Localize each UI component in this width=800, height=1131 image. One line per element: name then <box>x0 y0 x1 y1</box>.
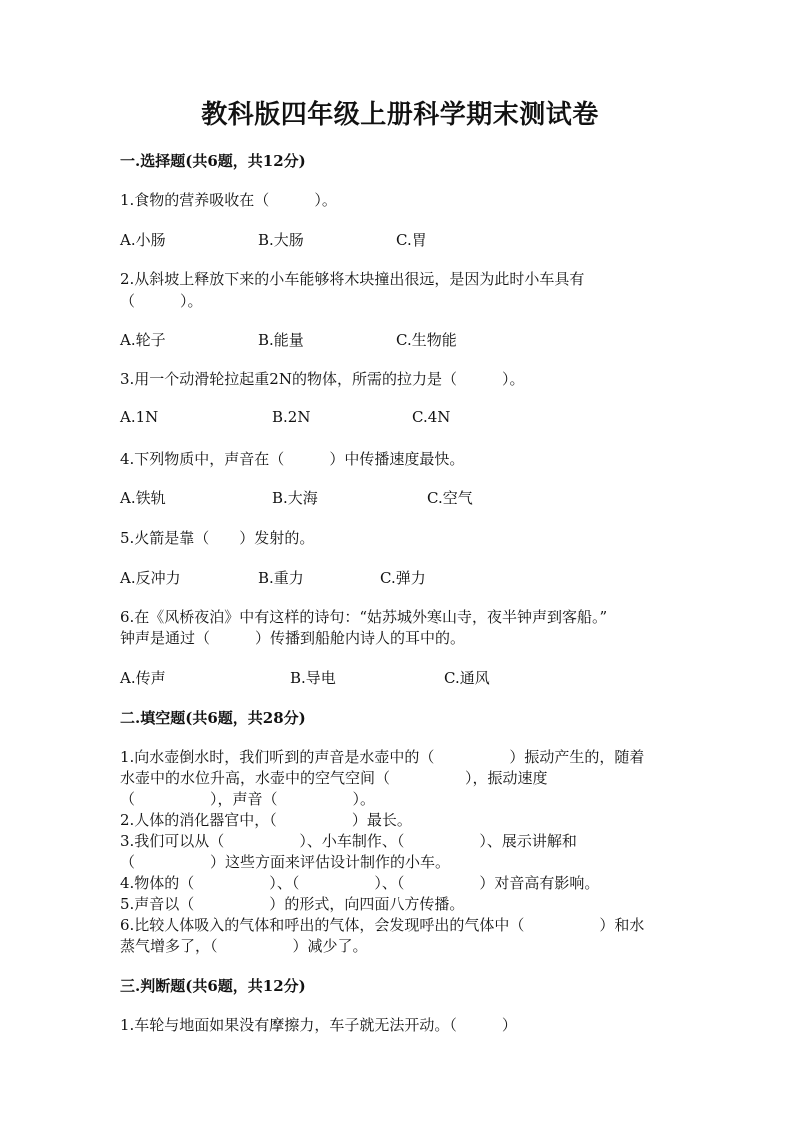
question-text: 2.从斜坡上释放下来的小车能够将木块撞出很远，是因为此时小车具有 <box>120 270 585 288</box>
option-a: A.铁轨 <box>120 489 166 507</box>
fill-line: 水壶中的水位升高，水壶中的空气空间（ ），振动速度 <box>120 769 548 787</box>
fill-line: 6.比较人体吸入的气体和呼出的气体，会发现呼出的气体中（ ）和水 <box>120 916 645 934</box>
fill-line: 1.向水壶倒水时，我们听到的声音是水壶中的（ ）振动产生的，随着 <box>120 748 645 766</box>
fill-line: 3.我们可以从（ ）、小车制作、（ ）、展示讲解和 <box>120 832 577 850</box>
option-b: B.能量 <box>258 331 304 349</box>
option-a: A.轮子 <box>120 331 166 349</box>
fill-line: 5.声音以（ ）的形式，向四面八方传播。 <box>120 895 465 913</box>
option-b: B.导电 <box>290 669 336 687</box>
question-text: 5.火箭是靠（ ）发射的。 <box>120 529 315 547</box>
fill-line: 蒸气增多了，（ ）减少了。 <box>120 937 368 955</box>
section-heading-judge: 三.判断题(共6题，共12分) <box>120 977 306 995</box>
question-text: 6.在《风桥夜泊》中有这样的诗句：“姑苏城外寒山寺，夜半钟声到客船。” <box>120 608 608 626</box>
option-a: A.传声 <box>120 669 166 687</box>
question-text: 4.下列物质中，声音在（ ）中传播速度最快。 <box>120 450 465 468</box>
fill-line: （ ），声音（ ）。 <box>120 790 376 808</box>
option-b: B.重力 <box>258 569 304 587</box>
option-b: B.大肠 <box>258 231 304 249</box>
option-b: B.大海 <box>272 489 318 507</box>
option-c: C.弹力 <box>380 569 426 587</box>
page-title: 教科版四年级上册科学期末测试卷 <box>201 100 599 130</box>
option-b: B.2N <box>272 408 311 426</box>
option-a: A.反冲力 <box>120 569 181 587</box>
option-a: A.1N <box>120 408 159 426</box>
question-text: 1.车轮与地面如果没有摩擦力，车子就无法开动。（ ） <box>120 1016 517 1034</box>
fill-line: （ ）这些方面来评估设计制作的小车。 <box>120 853 451 871</box>
question-text-cont: 钟声是通过（ ）传播到船舱内诗人的耳中的。 <box>120 629 466 647</box>
section-heading-fill: 二.填空题(共6题，共28分) <box>120 709 306 727</box>
option-c: C.胃 <box>396 231 427 249</box>
question-text: 3.用一个动滑轮拉起重2N的物体，所需的拉力是（ ）。 <box>120 370 525 388</box>
option-a: A.小肠 <box>120 231 166 249</box>
fill-line: 4.物体的（ ）、（ ）、（ ）对音高有影响。 <box>120 874 600 892</box>
fill-line: 2.人体的消化器官中，（ ）最长。 <box>120 811 412 829</box>
option-c: C.通风 <box>444 669 490 687</box>
section-heading-choice: 一.选择题(共6题，共12分) <box>120 152 306 170</box>
option-c: C.4N <box>412 408 451 426</box>
option-c: C.生物能 <box>396 331 457 349</box>
question-text: 1.食物的营养吸收在（ ）。 <box>120 191 337 209</box>
option-c: C.空气 <box>427 489 473 507</box>
question-text-cont: （ ）。 <box>120 292 203 310</box>
